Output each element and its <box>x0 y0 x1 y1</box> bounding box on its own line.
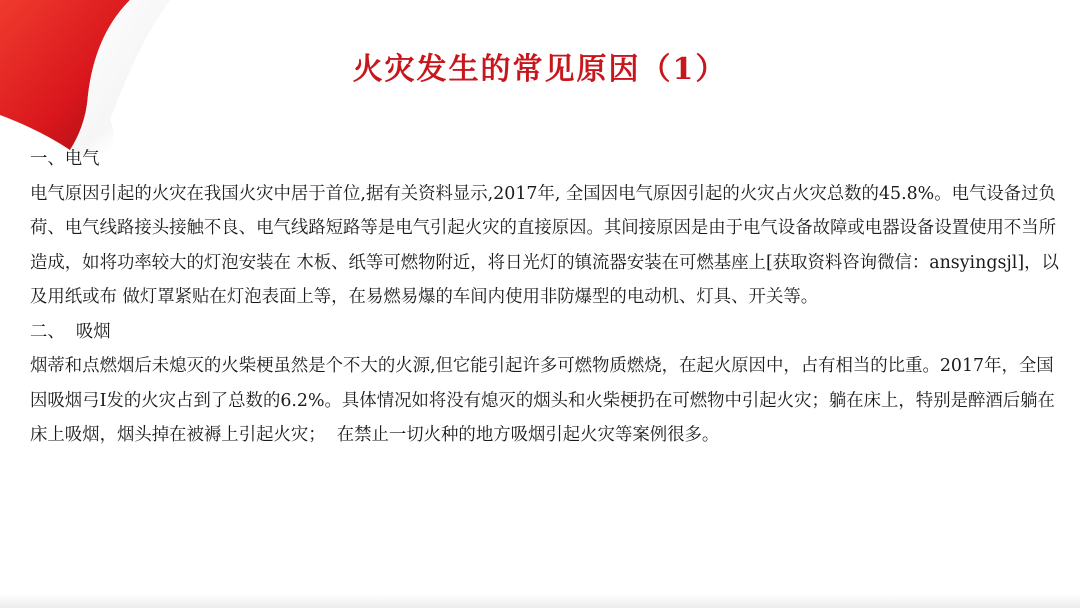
section-heading-electrical: 一、电气 <box>30 149 100 169</box>
content-body <box>30 142 1060 453</box>
slide-title: 火灾发生的常见原因（1） <box>352 52 728 87</box>
bottom-shade <box>0 594 1080 608</box>
section-paragraph-smoking: 烟蒂和点燃烟后未熄灭的火柴梗虽然是个不大的火源,但它能引起许多可燃物质燃烧，在起火原因中，占有相当的比重。2017年，全国因吸烟弓I发的火灾占到了总数的6.2%。具体情况如将没有熄灭的烟头和火柴梗扔在可燃物中引起火灾；躺在床上，特别是醉酒后躺在床上吸烟，烟头掉在被褥上引起火灾； 在禁止一切火种的地方吸烟引起火灾等案例很多。 <box>30 356 1055 445</box>
section-paragraph-electrical: 电气原因引起的火灾在我国火灾中居于首位,据有关资料显示,2017年, 全国因电气原因引起的火灾占火灾总数的45.8%。电气设备过负荷、电气线路接头接触不良、电气线路短路等是电气引起火灾的直接原因。其间接原因是由于电气设备故障或电器设备设置使用不当所造成，如将功率较大的灯泡安装在 木板、纸等可燃物附近，将日光灯的镇流器安装在可燃基座上[获取资料咨询微信：ansyingsjl]，以及用纸或布 做灯罩紧贴在灯泡表面上等，在易燃易爆的车间内使用非防爆型的电动机、灯具、开关等。 <box>30 183 1059 307</box>
section-heading-smoking: 二、 吸烟 <box>30 321 111 342</box>
